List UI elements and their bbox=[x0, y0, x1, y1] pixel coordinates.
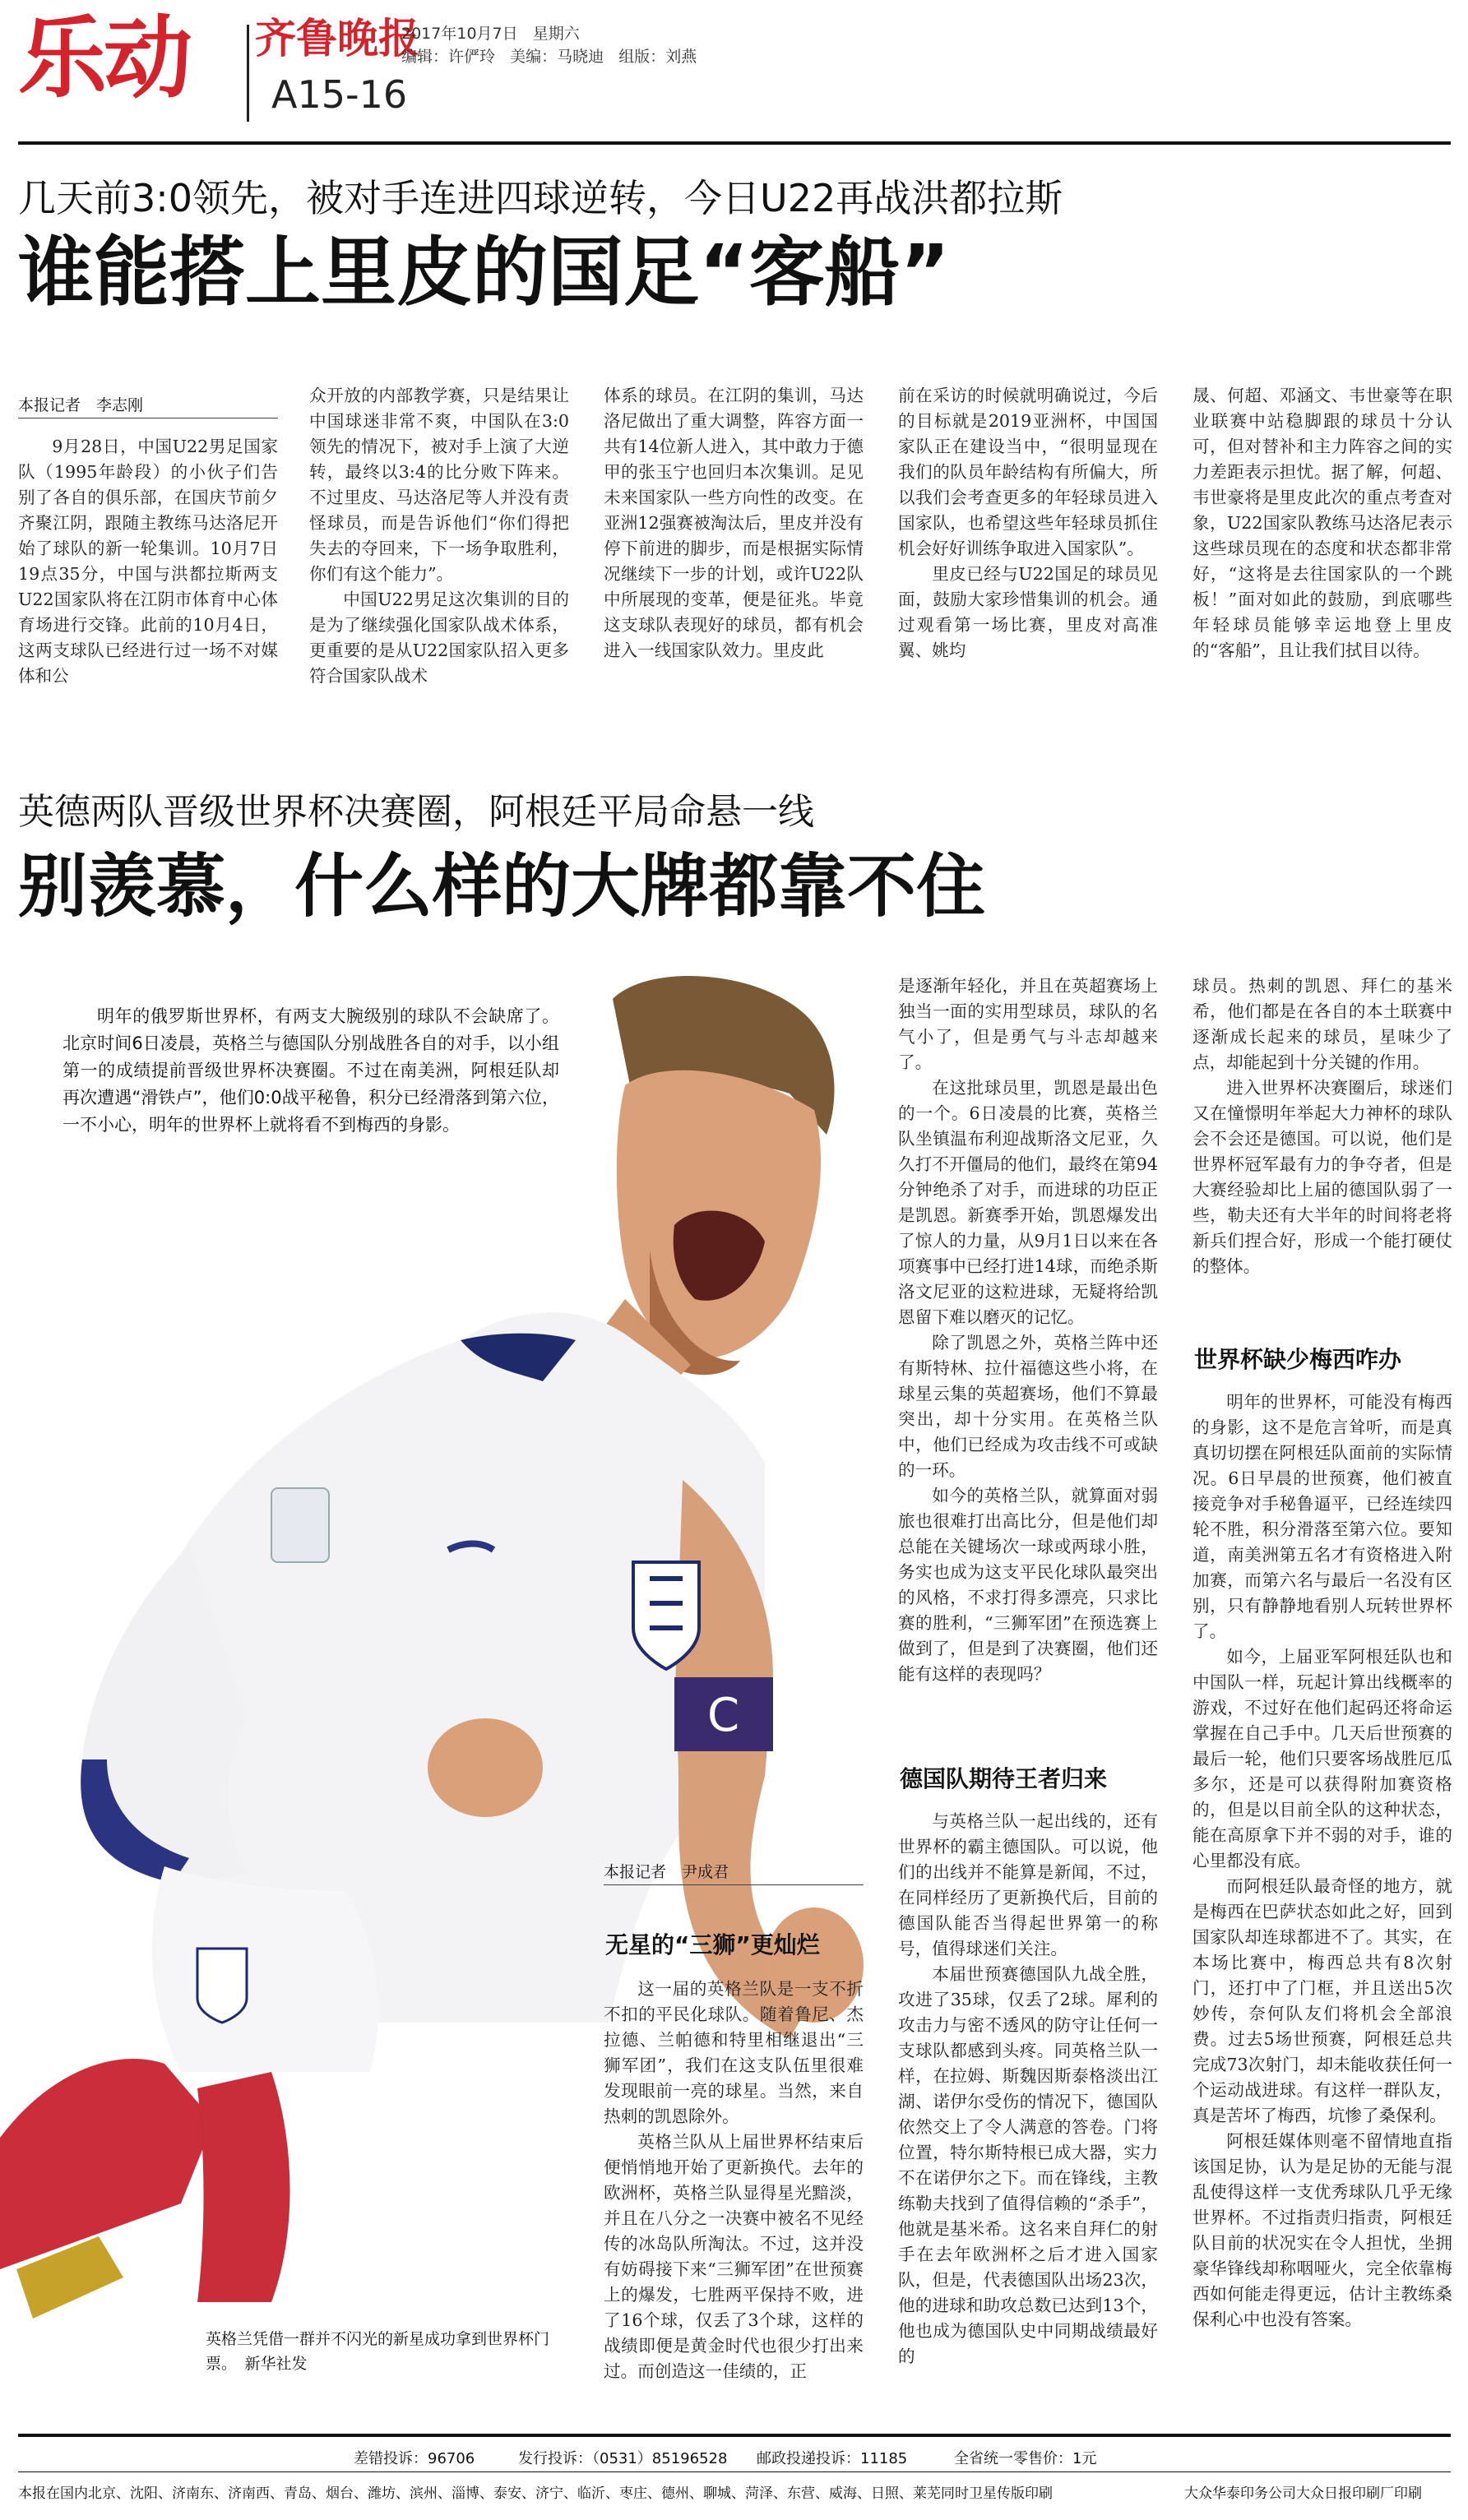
issue-weekday: 星期六 bbox=[532, 25, 580, 43]
article1-kicker: 几天前3:0领先，被对手连进四球逆转，今日U22再战洪都拉斯 bbox=[18, 176, 1063, 220]
article2-colb-para3: 除了凯恩之外，英格兰阵中还有斯特林、拉什福德这些小将，在球星云集的英超赛场，他们不算最突出，却十分实用。在英格兰队中，他们已经成为攻击线不可或缺的一环。 bbox=[898, 1333, 1158, 1480]
footer-rule bbox=[18, 2434, 1451, 2437]
article2-colc-para3: 明年的世界杯，可能没有梅西的身影，这不是危言耸听，而是真真切切摆在阿根廷队面前的实际情况。6日早晨的世预赛，他们被直接竞争对手秘鲁逼平，已经连续四轮不胜，积分滑落至第六位。要知道，南美洲第五名才有资格进入附加赛，而第六名与最后一名没有区别，只有静静地看别人玩转世界杯了。 bbox=[1192, 1392, 1452, 1641]
article2-colb-para5: 与英格兰队一起出线的，还有世界杯的霸主德国队。可以说，他们的出线并不能算是新闻，不过，在同样经历了更新换代后，目前的德国队能否当得起世界第一的称号，值得球迷们关注。 bbox=[898, 1811, 1158, 1958]
article2-column-b-top bbox=[898, 973, 1158, 1746]
issue-date-line bbox=[401, 21, 580, 44]
issue-date: 2017年10月7日 bbox=[401, 25, 518, 43]
article2-intro-text: 明年的俄罗斯世界杯，有两支大腕级别的球队不会缺席了。北京时间6日凌晨，英格兰与德国队分别战胜各自的对手，以小组第一的成绩提前晋级世界杯决赛圈。不过在南美洲，阿根廷队却再次遭遇“滑铁卢”，他们0:0战平秘鲁，积分已经滑落到第六位，一不小心，明年的世界杯上就将看不到梅西的身影。 bbox=[63, 1006, 559, 1135]
article2-colc-para6: 阿根廷媒体则毫不留情地直指该国足协，认为是足协的无能与混乱使得这样一支优秀球队几乎无缘世界杯。不过指责归指责，阿根廷队目前的状况实在令人担忧，坐拥豪华锋线却称咽哑火，完全依靠梅西如何能走得更远，估计主教练桑保利心中也没有答案。 bbox=[1192, 2131, 1452, 2329]
article2-cola-para1: 这一届的英格兰队是一支不折不扣的平民化球队。随着鲁尼、杰拉德、兰帕德和特里相继退出“三狮军团”，我们在这支队伍里很难发现眼前一亮的球星。当然，来自热刺的凯恩除外。 bbox=[604, 1979, 864, 2126]
article1-col4-para1: 前在采访的时候就明确说过，今后的目标就是2019亚洲杯，中国国家队正在建设当中，“很明显现在我们的队员年龄结构有所偏大，所以我们会考查更多的年轻球员进入国家队，也希望这些年轻球员抓住机会好好训练争取进入国家队”。 bbox=[898, 386, 1158, 558]
article2-column-c-top bbox=[1192, 973, 1452, 1327]
footer-rule-thin bbox=[18, 2471, 1451, 2472]
staff-line bbox=[401, 44, 697, 67]
article1-col2-para1: 众开放的内部教学赛，只是结果让中国球迷非常不爽，中国队在3:0领先的情况下，被对手上演了大逆转，最终以3:4的比分败下阵来。不过里皮、马达洛尼等人并没有责怪球员，而是告诉他们“你们得把失去的夺回来，下一场争取胜利，你们有这个能力”。 bbox=[309, 386, 569, 584]
article2-byline-rule bbox=[604, 1884, 864, 1885]
subhead-england: 无星的“三狮”更灿烂 bbox=[605, 1931, 820, 1958]
article2-column-a bbox=[604, 1977, 864, 2422]
section-title: 乐动 bbox=[18, 7, 190, 110]
designer-credit: 美编：马晓迪 bbox=[510, 48, 604, 66]
svg-text:C: C bbox=[707, 1689, 740, 1742]
article2-colc-para1: 球员。热刺的凯恩、拜仁的基米希，他们都是在各自的本土联赛中逐渐成长起来的球员，星味少了点，却能起到十分关键的作用。 bbox=[1192, 976, 1452, 1072]
article2-colb-para2: 在这批球员里，凯恩是最出色的一个。6日凌晨的比赛，英格兰队坐镇温布利迎战斯洛文尼亚，久久打不开僵局的他们，最终在第94分钟绝杀了对手，而进球的功臣正是凯恩。新赛季开始，凯恩爆发出了惊人的力量，从9月1日以来在各项赛事中已经打进14球，而绝杀斯洛文尼亚的这粒进球，无疑将给凯恩留下难以磨灭的记忆。 bbox=[898, 1078, 1158, 1327]
article1-column-1 bbox=[18, 434, 278, 724]
article2-column-b-bottom bbox=[898, 1809, 1158, 2422]
article1-col4-para2: 里皮已经与U22国足的球员见面，鼓励大家珍惜集训的机会。通过观看第一场比赛，里皮对高准翼、姚均 bbox=[898, 564, 1158, 660]
proof-credit: 组版：刘燕 bbox=[618, 48, 697, 66]
article2-colb-para4: 如今的英格兰队，就算面对弱旅也很难打出高比分，但是他们却总能在关键场次一球或两球小胜，务实也成为这支平民化球队最突出的风格，不求打得多漂亮，只求比赛的胜利，“三狮军团”在预选赛上做到了，但是到了决赛圈，他们还能有这样的表现吗？ bbox=[898, 1486, 1158, 1684]
article1-column-2 bbox=[309, 383, 569, 724]
masthead-rule bbox=[18, 141, 1451, 145]
masthead-divider bbox=[247, 25, 249, 122]
article2-colb-para1: 是逐渐年轻化，并且在英超赛场上独当一面的实用型球员，球队的名气小了，但是勇气与斗志却越来了。 bbox=[898, 976, 1158, 1072]
article2-colc-para4: 如今，上届亚军阿根廷队也和中国队一样，玩起计算出线概率的游戏，不过好在他们起码还将命运掌握在自己手中。几天后世预赛的最后一轮，他们只要客场战胜厄瓜多尔，还是可以获得附加赛资格的，但是以目前全队的这种状态，能在高原拿下并不弱的对手，谁的心里都没有底。 bbox=[1192, 1647, 1452, 1870]
article2-intro bbox=[63, 1003, 559, 1135]
article2-byline: 本报记者 尹成君 bbox=[604, 1863, 729, 1881]
article2-cola-para2: 英格兰队从上届世界杯结束后便悄悄地开始了更新换代。去年的欧洲杯，英格兰队显得星光黯淡，并且在八分之一决赛中被名不见经传的冰岛队所淘汰。不过，这并没有妨碍接下来“三狮军团”在世预赛上的爆发，七胜两平保持不败，进了16个球，仅丢了3个球，这样的战绩即便是黄金时代也很少打出来过。而创造这一佳绩的，正 bbox=[604, 2132, 864, 2381]
article2-colc-para5: 而阿根廷队最奇怪的地方，就是梅西在巴萨状态如此之好，回到国家队却连球都进不了。其实，在本场比赛中，梅西总共有8次射门，还打中了门框，并且送出5次妙传，奈何队友们将机会全部浪费。过去5场世预赛，阿根廷总共完成73次射门，却未能收获任何一个运动战进球。有这样一群队友，真是苦坏了梅西，坑惨了桑保利。 bbox=[1192, 1876, 1452, 2125]
footer-printer: 大众华泰印务公司大众日报印刷厂印刷 bbox=[1184, 2485, 1422, 2502]
article1-col5-para1: 晟、何超、邓涵文、韦世豪等在职业联赛中站稳脚跟的球员十分认可，但对替补和主力阵容之间的实力差距表示担忧。据了解，何超、韦世豪将是里皮此次的重点考查对象，U22国家队教练马达洛尼表示这些球员现在的态度和状态都非常好，“这将是去往国家队的一个跳板！”面对如此的鼓励，到底哪些年轻球员能够幸运地登上里皮的“客船”，且让我们拭目以待。 bbox=[1192, 386, 1452, 660]
article2-headline: 别羡慕，什么样的大牌都靠不住 bbox=[18, 846, 986, 927]
article1-byline: 本报记者 李志刚 bbox=[18, 396, 144, 414]
article1-column-4 bbox=[898, 383, 1158, 724]
footer-complaint-errors: 差错投诉：96706 bbox=[354, 2450, 475, 2467]
subhead-germany: 德国队期待王者归来 bbox=[900, 1765, 1108, 1792]
article1-column-5 bbox=[1192, 383, 1452, 724]
photo-caption: 英格兰凭借一群并不闪光的新星成功拿到世界杯门票。 新华社发 bbox=[206, 2330, 550, 2373]
footer-print-sites: 本报在国内北京、沈阳、济南东、济南西、青岛、烟台、潍坊、滨州、淄博、泰安、济宁、临沂、枣庄、德州、聊城、菏泽、东营、威海、日照、莱芜同时卫星传版印刷 bbox=[18, 2485, 1053, 2502]
page-code: A15-16 bbox=[271, 72, 408, 117]
article1-col2-para2: 中国U22男足这次集训的目的是为了继续强化国家队战术体系，更重要的是从U22国家队招入更多符合国家队战术 bbox=[309, 590, 569, 686]
paper-logo: 齐鲁晚报 bbox=[255, 14, 419, 62]
article2-colc-para2: 进入世界杯决赛圈后，球迷们又在憧憬明年举起大力神杯的球队会不会还是德国。可以说，他们是世界杯冠军最有力的争夺者，但是大赛经验却比上届的德国队弱了一些，勒夫还有大半年的时间将老将新兵们捏合好，形成一个能打硬仗的整体。 bbox=[1192, 1078, 1452, 1276]
footer-complaint-distribution: 发行投诉：（0531）85196528 bbox=[518, 2450, 728, 2467]
article1-headline: 谁能搭上里皮的国足“客船” bbox=[18, 229, 950, 317]
article2-colb-para6: 本届世预赛德国队九战全胜，攻进了35球，仅丢了2球。犀利的攻击力与密不透风的防守让任何一支球队都感到头疼。同英格兰队一样，在拉姆、斯魏因斯泰格淡出江湖、诺伊尔受伤的情况下，德国队依然交上了令人满意的答卷。门将位置，特尔斯特根已成大器，实力不在诺伊尔之下。而在锋线，主教练勒夫找到了值得信赖的“杀手”，他就是基米希。这名来自拜仁的射手在去年欧洲杯之后才进入国家队，但是，代表德国队出场23次，他的进球和助攻总数已达到13个，他也成为德国队史中同期战绩最好的 bbox=[898, 1964, 1158, 2366]
subhead-messi: 世界杯缺少梅西咋办 bbox=[1194, 1346, 1402, 1373]
article2-column-c-bottom bbox=[1192, 1389, 1452, 2422]
article1-column-3 bbox=[604, 383, 864, 724]
editor-credit: 编辑：许俨玲 bbox=[401, 48, 496, 66]
article1-col3-para1: 体系的球员。在江阴的集训，马达洛尼做出了重大调整，阵容方面一共有14位新人进入，其中敢力于德甲的张玉宁也回归本次集训。足见未来国家队一些方向性的改变。在亚洲12强赛被淘汰后，里皮并没有停下前进的脚步，而是根据实际情况继续下一步的计划，或许U22队中所展现的变革，便是征兆。毕竟这支球队表现好的球员，都有机会进入一线国家队效力。里皮此 bbox=[604, 386, 864, 660]
footer-price: 全省统一零售价：1元 bbox=[954, 2450, 1097, 2467]
article1-col1-para1: 9月28日，中国U22男足国家队（1995年龄段）的小伙子们告别了各自的俱乐部，在国庆节前夕齐聚江阴，跟随主教练马达洛尼开始了球队的新一轮集训。10月7日19点35分，中国与洪都拉斯两支U22国家队将在江阴市体育中心体育场进行交锋。此前的10月4日，这两支球队已经进行过一场不对媒体和公 bbox=[18, 437, 278, 686]
article2-kicker: 英德两队晋级世界杯决赛圈，阿根廷平局命悬一线 bbox=[18, 791, 814, 833]
footer-complaint-postal: 邮政投递投诉：11185 bbox=[757, 2450, 908, 2467]
